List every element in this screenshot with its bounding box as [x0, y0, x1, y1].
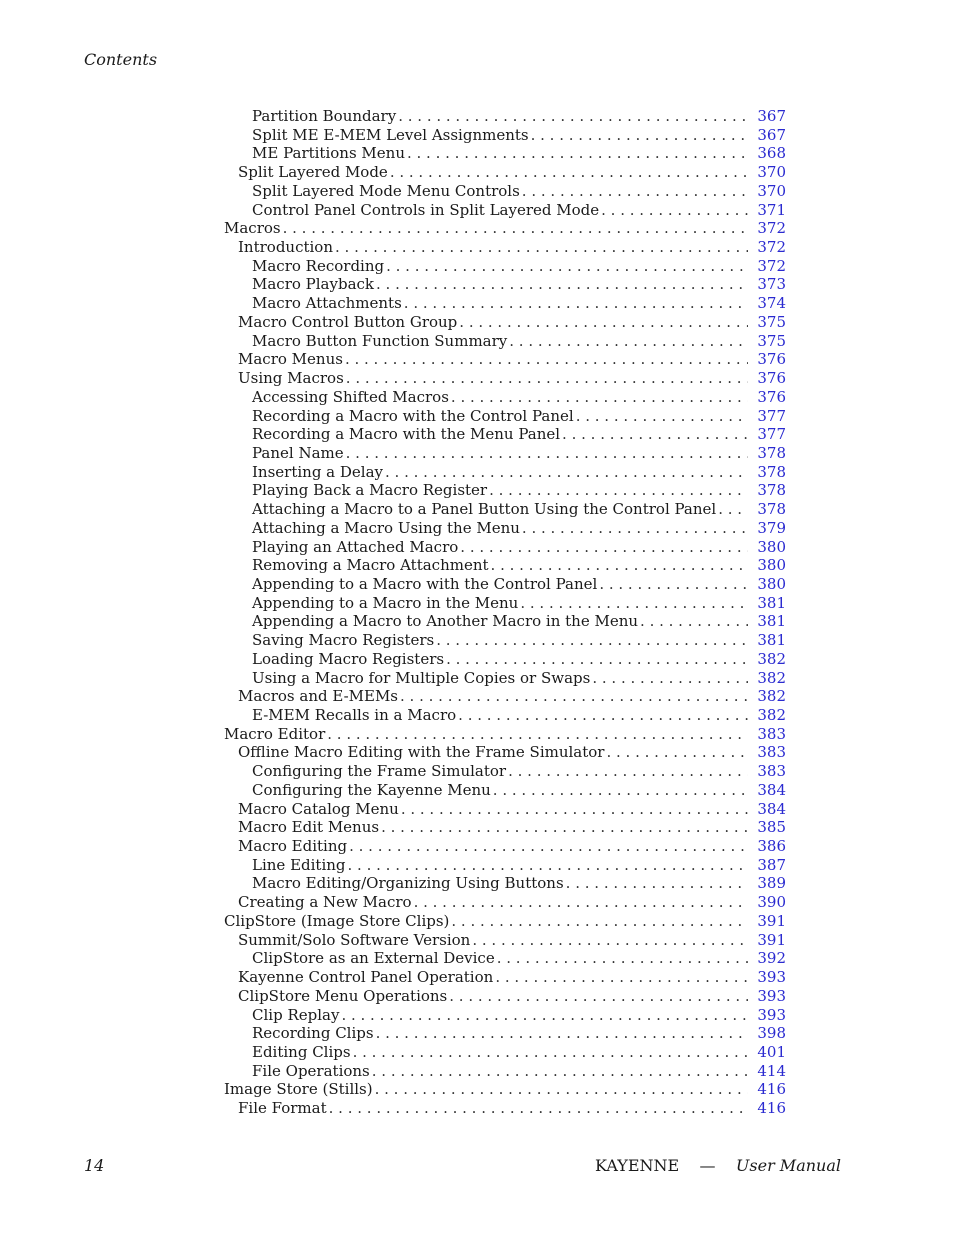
dot-leader: [601, 201, 748, 220]
dot-leader: [576, 407, 748, 426]
toc-entry-title: ClipStore as an External Device: [252, 949, 495, 968]
toc-page-link[interactable]: 375: [757, 312, 786, 331]
dot-leader: [327, 725, 748, 744]
dot-leader: [531, 126, 748, 145]
toc-page-link[interactable]: 393: [757, 968, 786, 987]
toc-entry[interactable]: [224, 294, 786, 313]
toc-page-link[interactable]: 401: [757, 1042, 786, 1061]
toc-entry-title: Macro Playback: [252, 275, 375, 294]
dot-leader: [472, 931, 748, 950]
toc-page-link[interactable]: 372: [757, 256, 786, 275]
toc-entry[interactable]: [224, 425, 786, 444]
toc-page-link[interactable]: 379: [757, 518, 786, 537]
toc-entry-title: Image Store (Stills): [224, 1080, 373, 1099]
toc-page-link[interactable]: 374: [757, 294, 786, 313]
toc-entry[interactable]: [224, 275, 786, 294]
toc-entry[interactable]: [224, 182, 786, 201]
toc-entry[interactable]: [224, 725, 786, 744]
dot-leader: [400, 687, 748, 706]
toc-entry[interactable]: [224, 407, 786, 426]
dot-leader: [451, 912, 748, 931]
toc-page-link[interactable]: 393: [757, 986, 786, 1005]
toc-page-link[interactable]: 382: [757, 649, 786, 668]
toc-page-link[interactable]: 384: [757, 799, 786, 818]
dot-leader: [407, 144, 748, 163]
dot-leader: [509, 332, 748, 351]
toc-entry[interactable]: [224, 144, 786, 163]
toc-entry-title: Appending to a Macro in the Menu: [252, 593, 519, 612]
toc-entry[interactable]: [224, 949, 786, 968]
toc-page-link[interactable]: 393: [757, 1005, 786, 1024]
toc-entry[interactable]: [224, 201, 786, 220]
dot-leader: [592, 669, 748, 688]
toc-entry[interactable]: [224, 968, 786, 987]
dot-leader: [459, 313, 748, 332]
toc-page-link[interactable]: 392: [757, 949, 786, 968]
toc-entry[interactable]: [224, 463, 786, 482]
toc-entry-title: Offline Macro Editing with the Frame Simulator: [238, 743, 605, 762]
toc-entry-title: Line Editing: [252, 855, 346, 874]
toc-page-link[interactable]: 368: [757, 144, 786, 163]
dot-leader: [460, 538, 748, 557]
toc-page-link[interactable]: 378: [757, 443, 786, 462]
toc-entry[interactable]: [224, 612, 786, 631]
toc-entry-title: Loading Macro Registers: [252, 649, 445, 668]
toc-entry[interactable]: [224, 1006, 786, 1025]
toc-entry-title: Recording a Macro with the Control Panel: [252, 406, 574, 425]
toc-page-link[interactable]: 376: [757, 350, 786, 369]
toc-page-link[interactable]: 416: [757, 1080, 786, 1099]
dot-leader: [522, 519, 748, 538]
toc-entry-title: Accessing Shifted Macros: [252, 387, 449, 406]
toc-page-link[interactable]: 372: [757, 238, 786, 257]
toc-page-link[interactable]: 378: [757, 462, 786, 481]
toc-entry[interactable]: [224, 238, 786, 257]
toc-page-link[interactable]: 370: [757, 181, 786, 200]
toc-entry[interactable]: [224, 519, 786, 538]
toc-entry-title: File Format: [238, 1099, 327, 1118]
toc-entry-title: Editing Clips: [252, 1042, 351, 1061]
toc-entry[interactable]: [224, 313, 786, 332]
dot-leader: [346, 369, 748, 388]
toc-page-link[interactable]: 383: [757, 762, 786, 781]
page-footer: [84, 1156, 841, 1175]
toc-entry[interactable]: [224, 837, 786, 856]
toc-entry[interactable]: [224, 332, 786, 351]
dot-leader: [566, 874, 748, 893]
dot-leader: [381, 818, 748, 837]
dot-leader: [436, 631, 748, 650]
dot-leader: [345, 350, 748, 369]
toc-page-link[interactable]: 391: [757, 911, 786, 930]
toc-entry-title: Removing a Macro Attachment: [252, 556, 489, 575]
toc-entry[interactable]: [224, 762, 786, 781]
page-number: 14: [84, 1156, 105, 1175]
dot-leader: [562, 425, 748, 444]
table-of-contents: [224, 107, 786, 1118]
toc-entry[interactable]: [224, 388, 786, 407]
dot-leader: [376, 1024, 748, 1043]
toc-entry-title: Macro Editing: [238, 837, 348, 856]
toc-entry[interactable]: [224, 781, 786, 800]
dot-leader: [353, 1043, 748, 1062]
toc-page-link[interactable]: 384: [757, 780, 786, 799]
toc-entry-title: Recording a Macro with the Menu Panel: [252, 425, 561, 444]
toc-page-link[interactable]: 381: [757, 612, 786, 631]
toc-entry-title: Inserting a Delay: [252, 462, 384, 481]
toc-entry-title: Macros and E-MEMs: [238, 687, 399, 706]
toc-entry-title: Playing Back a Macro Register: [252, 481, 488, 500]
footer-manual: User Manual: [735, 1156, 841, 1175]
toc-page-link[interactable]: 390: [757, 893, 786, 912]
dot-leader: [491, 556, 748, 575]
dot-leader: [398, 107, 748, 126]
toc-entry-title: ME Partitions Menu: [252, 144, 405, 163]
toc-entry[interactable]: [224, 107, 786, 126]
toc-entry-title: Configuring the Kayenne Menu: [252, 780, 491, 799]
footer-product: KAYENNE: [595, 1156, 680, 1175]
toc-entry[interactable]: [224, 687, 786, 706]
toc-page-link[interactable]: 380: [757, 556, 786, 575]
toc-entry[interactable]: [224, 350, 786, 369]
dot-leader: [401, 800, 748, 819]
toc-entry[interactable]: [224, 800, 786, 819]
toc-entry-title: Macros: [224, 219, 281, 238]
toc-entry-title: Macro Button Function Summary: [252, 331, 508, 350]
toc-entry-title: File Operations: [252, 1061, 370, 1080]
toc-entry[interactable]: [224, 743, 786, 762]
toc-entry[interactable]: [224, 594, 786, 613]
toc-page-link[interactable]: 382: [757, 668, 786, 687]
footer-separator: —: [699, 1156, 716, 1175]
toc-entry-title: Using a Macro for Multiple Copies or Swaps: [252, 668, 591, 687]
toc-entry[interactable]: [224, 893, 786, 912]
toc-page-link[interactable]: 383: [757, 743, 786, 762]
toc-entry[interactable]: [224, 1099, 786, 1118]
footer-title: [595, 1156, 841, 1175]
toc-page-link[interactable]: 398: [757, 1024, 786, 1043]
toc-page-link[interactable]: 416: [757, 1099, 786, 1118]
toc-entry-title: Configuring the Frame Simulator: [252, 762, 507, 781]
dot-leader: [335, 238, 748, 257]
toc-entry-title: Attaching a Macro to a Panel Button Using the Control Panel: [252, 500, 717, 519]
dot-leader: [599, 575, 748, 594]
toc-entry-title: Macro Control Button Group: [238, 312, 458, 331]
toc-entry-title: ClipStore Menu Operations: [238, 986, 448, 1005]
toc-entry-title: Macro Editor: [224, 724, 326, 743]
toc-entry-title: Split Layered Mode Menu Controls: [252, 181, 520, 200]
toc-entry-title: Saving Macro Registers: [252, 631, 435, 650]
toc-page-link[interactable]: 376: [757, 369, 786, 388]
toc-page-link[interactable]: 414: [757, 1061, 786, 1080]
dot-leader: [508, 762, 748, 781]
toc-entry[interactable]: [224, 1062, 786, 1081]
toc-entry[interactable]: [224, 1043, 786, 1062]
dot-leader: [718, 500, 748, 519]
dot-leader: [341, 1006, 748, 1025]
dot-leader: [349, 837, 748, 856]
toc-entry-title: Control Panel Controls in Split Layered Mode: [252, 200, 600, 219]
dot-leader: [522, 182, 748, 201]
dot-leader: [386, 257, 748, 276]
toc-entry[interactable]: [224, 444, 786, 463]
toc-page-link[interactable]: 386: [757, 837, 786, 856]
dot-leader: [520, 594, 748, 613]
toc-entry-title: Partition Boundary: [252, 107, 397, 125]
toc-page-link[interactable]: 387: [757, 855, 786, 874]
toc-page-link[interactable]: 377: [757, 406, 786, 425]
toc-entry-title: Split ME E-MEM Level Assignments: [252, 125, 529, 144]
toc-entry[interactable]: [224, 126, 786, 145]
toc-page-link[interactable]: 380: [757, 574, 786, 593]
dot-leader: [390, 163, 748, 182]
toc-page-link[interactable]: 376: [757, 387, 786, 406]
dot-leader: [348, 856, 748, 875]
toc-entry[interactable]: [224, 163, 786, 182]
toc-page-link[interactable]: 377: [757, 425, 786, 444]
toc-entry[interactable]: [224, 1024, 786, 1043]
toc-entry-title: Attaching a Macro Using the Menu: [252, 518, 520, 537]
toc-entry[interactable]: [224, 931, 786, 950]
toc-page-link[interactable]: 382: [757, 687, 786, 706]
toc-entry[interactable]: [224, 575, 786, 594]
dot-leader: [329, 1099, 748, 1118]
dot-leader: [404, 294, 748, 313]
dot-leader: [283, 219, 748, 238]
toc-entry[interactable]: [224, 706, 786, 725]
toc-entry-title: Clip Replay: [252, 1005, 340, 1024]
toc-entry-title: E-MEM Recalls in a Macro: [252, 706, 457, 724]
toc-entry-title: Panel Name: [252, 443, 344, 462]
toc-page-link[interactable]: 372: [757, 219, 786, 238]
toc-entry[interactable]: [224, 631, 786, 650]
toc-page-link[interactable]: 385: [757, 818, 786, 837]
dot-leader: [458, 706, 748, 725]
toc-entry[interactable]: [224, 987, 786, 1006]
toc-entry-title: Appending a Macro to Another Macro in the Menu: [252, 612, 639, 631]
dot-leader: [493, 781, 748, 800]
toc-page-link[interactable]: 367: [757, 107, 786, 125]
toc-page-link[interactable]: 381: [757, 631, 786, 650]
toc-entry[interactable]: [224, 874, 786, 893]
dot-leader: [606, 743, 748, 762]
toc-page-link[interactable]: 391: [757, 930, 786, 949]
toc-entry[interactable]: [224, 219, 786, 238]
toc-entry-title: Recording Clips: [252, 1024, 374, 1043]
dot-leader: [497, 949, 748, 968]
toc-entry-title: Using Macros: [238, 369, 344, 388]
toc-entry[interactable]: [224, 538, 786, 557]
toc-entry[interactable]: [224, 1080, 786, 1099]
dot-leader: [451, 388, 748, 407]
dot-leader: [372, 1062, 748, 1081]
toc-page-link[interactable]: 381: [757, 593, 786, 612]
dot-leader: [449, 987, 748, 1006]
dot-leader: [414, 893, 748, 912]
toc-entry-title: Summit/Solo Software Version: [238, 930, 471, 949]
toc-page-link[interactable]: 378: [757, 500, 786, 519]
toc-entry-title: Macro Recording: [252, 256, 385, 275]
toc-entry[interactable]: [224, 856, 786, 875]
toc-page-link[interactable]: 367: [757, 125, 786, 144]
toc-entry[interactable]: [224, 818, 786, 837]
toc-entry-title: Playing an Attached Macro: [252, 537, 459, 556]
toc-entry-title: ClipStore (Image Store Clips): [224, 911, 450, 930]
toc-entry-title: Kayenne Control Panel Operation: [238, 968, 494, 987]
dot-leader: [376, 275, 748, 294]
toc-page-link[interactable]: 370: [757, 163, 786, 182]
toc-page-link[interactable]: 383: [757, 724, 786, 743]
dot-leader: [346, 444, 748, 463]
toc-entry-title: Macro Editing/Organizing Using Buttons: [252, 874, 564, 893]
toc-page-link[interactable]: 373: [757, 275, 786, 294]
toc-entry-title: Macro Attachments: [252, 294, 402, 313]
toc-entry-title: Macro Catalog Menu: [238, 799, 399, 818]
toc-page-link[interactable]: 382: [757, 706, 786, 724]
toc-page-link[interactable]: 375: [757, 331, 786, 350]
toc-entry-title: Macro Edit Menus: [238, 818, 380, 837]
toc-page-link[interactable]: 380: [757, 537, 786, 556]
toc-entry[interactable]: [224, 650, 786, 669]
dot-leader: [385, 463, 748, 482]
toc-page-link[interactable]: 378: [757, 481, 786, 500]
running-header: Contents: [84, 50, 158, 69]
dot-leader: [375, 1080, 748, 1099]
toc-entry-title: Macro Menus: [238, 350, 343, 369]
toc-entry[interactable]: [224, 369, 786, 388]
dot-leader: [489, 481, 748, 500]
dot-leader: [495, 968, 748, 987]
toc-entry[interactable]: [224, 500, 786, 519]
toc-entry[interactable]: [224, 669, 786, 688]
toc-entry[interactable]: [224, 481, 786, 500]
dot-leader: [640, 612, 748, 631]
toc-entry-title: Split Layered Mode: [238, 163, 388, 182]
toc-page-link[interactable]: 389: [757, 874, 786, 893]
toc-page-link[interactable]: 371: [757, 200, 786, 219]
dot-leader: [446, 650, 748, 669]
toc-entry[interactable]: [224, 257, 786, 276]
toc-entry-title: Appending to a Macro with the Control Panel: [252, 574, 598, 593]
toc-entry[interactable]: [224, 556, 786, 575]
toc-entry-title: Introduction: [238, 238, 333, 257]
toc-entry-title: Creating a New Macro: [238, 893, 412, 912]
toc-entry[interactable]: [224, 912, 786, 931]
